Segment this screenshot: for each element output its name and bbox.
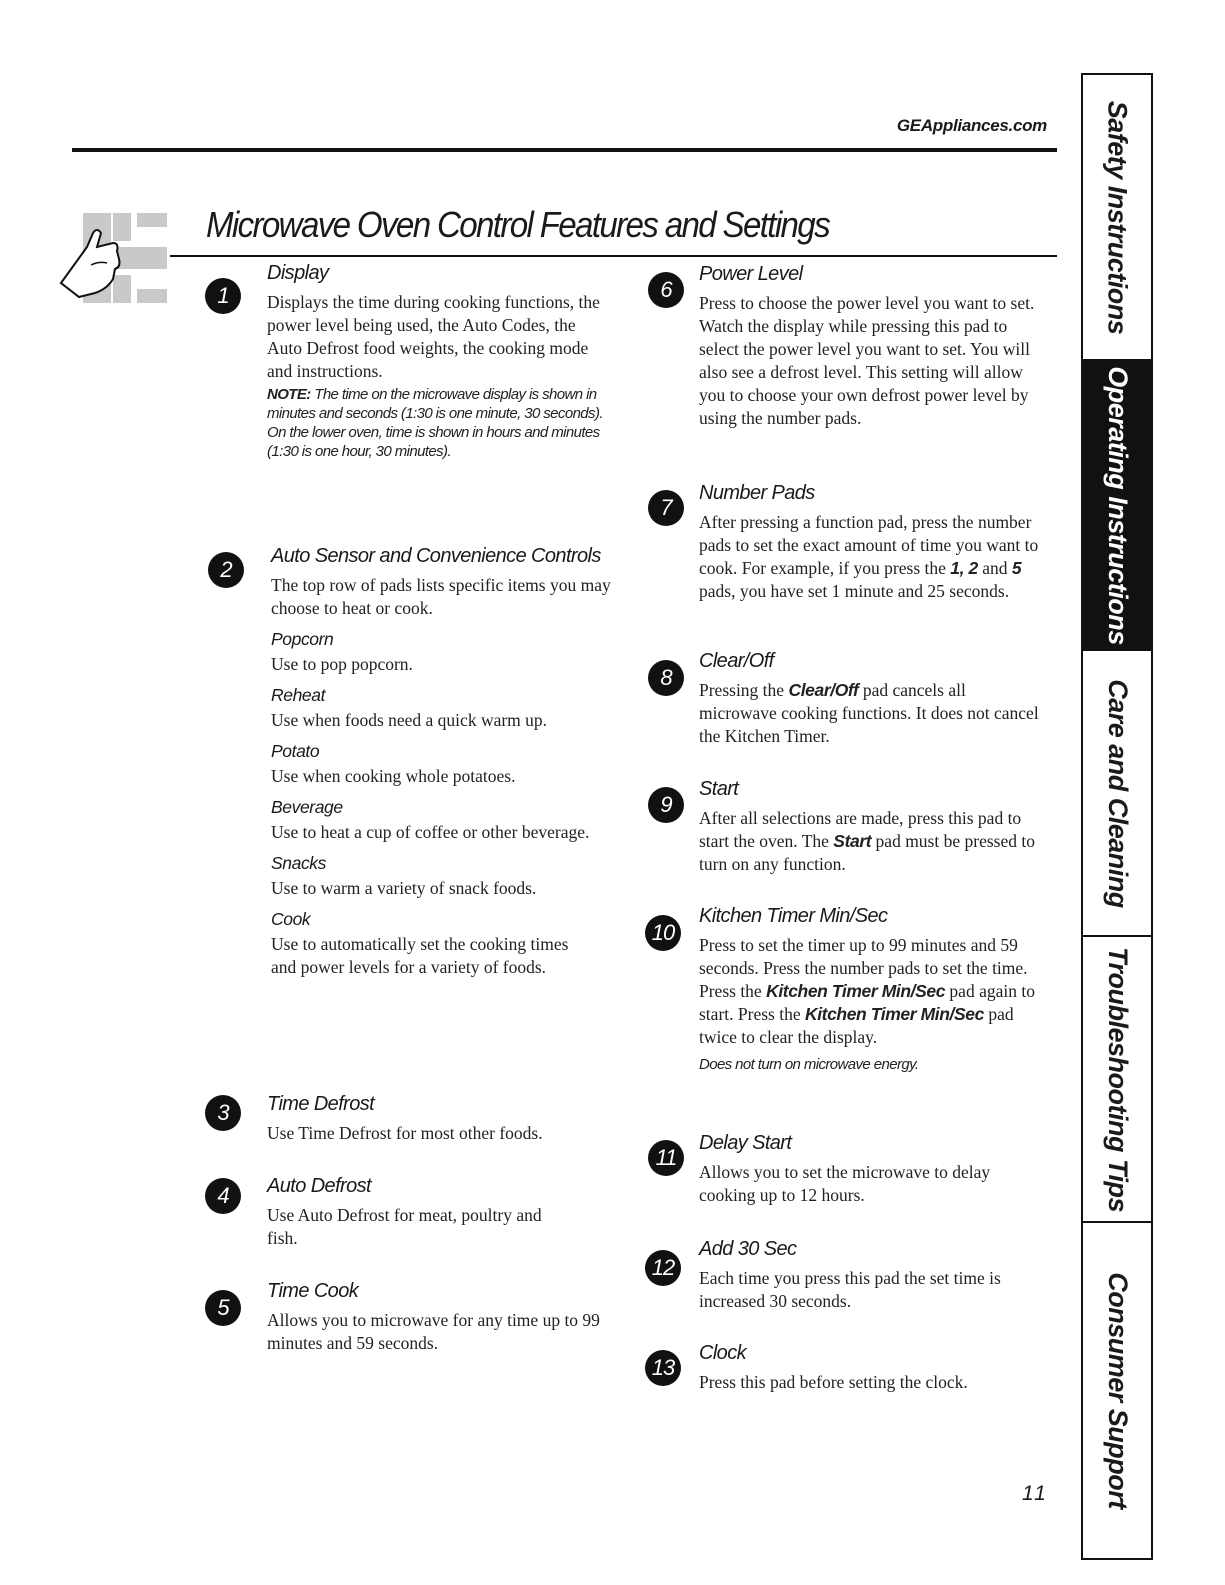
item-number-badge: 7 — [648, 490, 684, 526]
item-number-badge: 1 — [205, 278, 241, 314]
item-number-badge: 8 — [648, 660, 684, 696]
feature-clear-off: Clear/Off Pressing the Clear/Off pad cancels all microwave cooking functions. It does not cancel the Kitchen Timer. — [699, 650, 1039, 746]
tab-consumer-support[interactable]: Consumer Support — [1102, 1272, 1133, 1509]
feature-description: Displays the time during cooking functions, the power level being used, the Auto Codes, the Auto Defrost food weights, the cooking mode and instructions. — [267, 292, 600, 381]
feature-start: Start After all selections are made, press this pad to start the oven. The Start pad must be pressed to turn on any function. — [699, 778, 1035, 874]
tab-troubleshooting-tips[interactable]: Troubleshooting Tips — [1083, 937, 1151, 1223]
item-number-badge: 6 — [648, 272, 684, 308]
page-number: 11 — [1022, 1482, 1048, 1505]
page-title: Microwave Oven Control Features and Settings — [206, 204, 829, 245]
sub-feature-reheat: Reheat Use when foods need a quick warm up. — [271, 685, 548, 730]
sub-feature-snacks: Snacks Use to warm a variety of snack foods. — [271, 853, 537, 898]
item-number-badge: 10 — [645, 915, 681, 951]
sub-feature-cook: Cook Use to automatically set the cooking times and power levels for a variety of foods. — [271, 909, 569, 977]
tab-safety-instructions[interactable]: Safety Instructions — [1083, 75, 1151, 361]
item-number-badge: 12 — [645, 1250, 681, 1286]
feature-display — [267, 262, 607, 461]
feature-description: The top row of pads lists specific items you may choose to heat or cook. — [271, 575, 611, 618]
item-number-badge: 5 — [205, 1290, 241, 1326]
item-number-badge: 11 — [648, 1140, 684, 1176]
feature-note: NOTE: The time on the microwave display is shown in minutes and seconds (1:30 is one minute, 30 seconds). On the lower oven, time is shown in hours and minutes (1:30 is one hour, 30 minutes). — [267, 386, 603, 460]
header-rule — [72, 148, 1057, 152]
feature-kitchen-timer: Kitchen Timer Min/Sec Press to set the timer up to 99 minutes and 59 seconds. Press the number pads to set the time. Press the Kitchen Timer Min/Sec pad again to start. Press the Kitchen Timer Min/Sec pad twice to clear the display. Does not turn on microwave energy. — [699, 905, 1035, 1073]
tab-care-and-cleaning[interactable]: Care and Cleaning — [1083, 651, 1151, 937]
feature-delay-start: Delay Start Allows you to set the microwave to delay cooking up to 12 hours. — [699, 1132, 991, 1205]
feature-power-level: Power Level Press to choose the power level you want to set. Watch the display while pressing this pad to select the power level you want to set. You will also see a defrost level. This setting will allow you to choose your own defrost power level by using the number pads. — [699, 263, 1035, 428]
feature-title: Display — [267, 262, 329, 284]
feature-auto-defrost: Auto Defrost Use Auto Defrost for meat, poultry and fish. — [267, 1175, 542, 1248]
feature-time-cook: Time Cook Allows you to microwave for any time up to 99 minutes and 59 seconds. — [267, 1280, 600, 1353]
sub-feature-popcorn: Popcorn Use to pop popcorn. — [271, 629, 413, 674]
sub-feature-beverage: Beverage Use to heat a cup of coffee or other beverage. — [271, 797, 590, 842]
feature-title: Auto Sensor and Convenience Controls — [271, 545, 601, 567]
tab-operating-instructions[interactable]: Operating Instructions — [1083, 361, 1151, 651]
item-number-badge: 3 — [205, 1095, 241, 1131]
item-number-badge: 4 — [205, 1178, 241, 1214]
feature-auto-sensor — [271, 545, 611, 979]
item-number-badge: 13 — [645, 1350, 681, 1386]
feature-clock: Clock Press this pad before setting the clock. — [699, 1342, 968, 1392]
feature-add-30-sec: Add 30 Sec Each time you press this pad the set time is increased 30 seconds. — [699, 1238, 1001, 1311]
section-tabs — [1081, 73, 1153, 1560]
title-rule — [170, 255, 1057, 257]
site-url: GEAppliances.com — [896, 116, 1047, 135]
sub-feature-potato: Potato Use when cooking whole potatoes. — [271, 741, 516, 786]
item-number-badge: 2 — [208, 552, 244, 588]
hand-pressing-pad-icon — [57, 213, 167, 303]
feature-time-defrost: Time Defrost Use Time Defrost for most other foods. — [267, 1093, 543, 1143]
item-number-badge: 9 — [648, 787, 684, 823]
feature-number-pads: Number Pads After pressing a function pad, press the number pads to set the exact amount of time you want to cook. For example, if you press the 1, 2 and 5 pads, you have set 1 minute and 25 seconds. — [699, 482, 1039, 601]
